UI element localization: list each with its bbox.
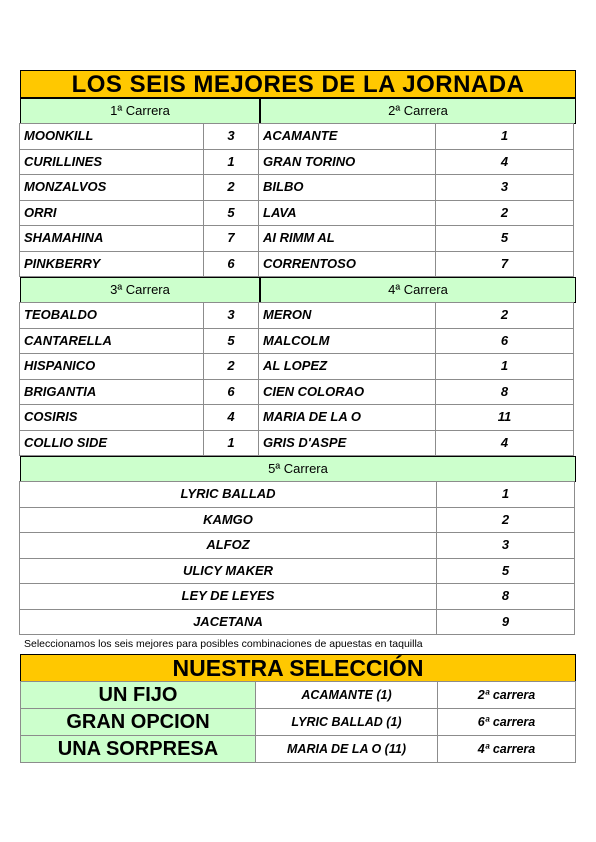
selection-pick: ACAMANTE (1) [255, 681, 438, 709]
horse-number: 2 [435, 302, 574, 329]
horse-name: KAMGO [19, 507, 437, 534]
horse-name: MONZALVOS [19, 174, 204, 201]
table-row [20, 559, 576, 585]
table-row [20, 201, 576, 227]
horse-number: 4 [435, 149, 574, 176]
selection-title: NUESTRA SELECCIÓN [20, 654, 576, 682]
horse-name: JACETANA [19, 609, 437, 636]
horse-number: 3 [203, 302, 259, 329]
table-row [20, 175, 576, 201]
table-row [20, 380, 576, 406]
horse-name: BILBO [258, 174, 436, 201]
horse-number: 3 [203, 123, 259, 150]
horse-number: 11 [435, 404, 574, 431]
selection-pick: LYRIC BALLAD (1) [255, 708, 438, 736]
table-row [20, 252, 576, 278]
horse-name: ULICY MAKER [19, 558, 437, 585]
horse-name: GRAN TORINO [258, 149, 436, 176]
table-row [20, 482, 576, 508]
horse-name: PINKBERRY [19, 251, 204, 278]
table-row [20, 150, 576, 176]
horse-number: 8 [435, 379, 574, 406]
horse-name: MERON [258, 302, 436, 329]
table-row [20, 405, 576, 431]
horse-name: CORRENTOSO [258, 251, 436, 278]
race-header-row [20, 277, 576, 303]
horse-name: AI RIMM AL [258, 225, 436, 252]
selection-label: UNA SORPRESA [20, 735, 256, 763]
horse-number: 9 [436, 609, 575, 636]
horse-name: MARIA DE LA O [258, 404, 436, 431]
horse-number: 6 [435, 328, 574, 355]
horse-name: MALCOLM [258, 328, 436, 355]
race-header: 3ª Carrera [20, 277, 260, 303]
horse-name: ALFOZ [19, 532, 437, 559]
selection-row [20, 709, 576, 736]
footnote: Seleccionamos los seis mejores para posibles combinaciones de apuestas en taquilla [24, 638, 423, 650]
selection-row [20, 736, 576, 763]
horse-name: ACAMANTE [258, 123, 436, 150]
selection-race: 2ª carrera [437, 681, 576, 709]
horse-name: CIEN COLORAO [258, 379, 436, 406]
horse-name: HISPANICO [19, 353, 204, 380]
table-row [20, 124, 576, 150]
horse-name: LYRIC BALLAD [19, 481, 437, 508]
table-row [20, 431, 576, 457]
race-header: 4ª Carrera [260, 277, 576, 303]
table-row [20, 584, 576, 610]
horse-name: ORRI [19, 200, 204, 227]
selection-race: 6ª carrera [437, 708, 576, 736]
horse-number: 7 [435, 251, 574, 278]
horse-number: 1 [203, 430, 259, 457]
horse-number: 2 [203, 174, 259, 201]
horse-number: 1 [435, 123, 574, 150]
table-row [20, 329, 576, 355]
race-header: 2ª Carrera [260, 98, 576, 124]
horse-number: 5 [203, 200, 259, 227]
horse-name: CURILLINES [19, 149, 204, 176]
horse-number: 6 [203, 251, 259, 278]
horse-number: 6 [203, 379, 259, 406]
selection-label: UN FIJO [20, 681, 256, 709]
race-header: 1ª Carrera [20, 98, 260, 124]
selection-race: 4ª carrera [437, 735, 576, 763]
selection-label: GRAN OPCION [20, 708, 256, 736]
race-header-row [20, 456, 576, 482]
horse-number: 3 [435, 174, 574, 201]
page-title: LOS SEIS MEJORES DE LA JORNADA [20, 70, 576, 98]
horse-name: SHAMAHINA [19, 225, 204, 252]
horse-number: 4 [435, 430, 574, 457]
horse-number: 2 [203, 353, 259, 380]
horse-number: 1 [203, 149, 259, 176]
horse-number: 2 [435, 200, 574, 227]
selection-row [20, 682, 576, 709]
horse-number: 5 [203, 328, 259, 355]
horse-number: 7 [203, 225, 259, 252]
horse-name: COLLIO SIDE [19, 430, 204, 457]
horse-number: 1 [436, 481, 575, 508]
table-row [20, 508, 576, 534]
horse-name: LEY DE LEYES [19, 583, 437, 610]
races-table [20, 70, 576, 635]
horse-name: MOONKILL [19, 123, 204, 150]
table-row [20, 610, 576, 636]
race-header: 5ª Carrera [20, 456, 576, 482]
table-row [20, 533, 576, 559]
table-row [20, 354, 576, 380]
selection-pick: MARIA DE LA O (11) [255, 735, 438, 763]
horse-name: CANTARELLA [19, 328, 204, 355]
horse-number: 5 [436, 558, 575, 585]
horse-name: BRIGANTIA [19, 379, 204, 406]
horse-name: TEOBALDO [19, 302, 204, 329]
horse-number: 5 [435, 225, 574, 252]
horse-number: 2 [436, 507, 575, 534]
horse-name: GRIS D'ASPE [258, 430, 436, 457]
selection-table [20, 654, 576, 763]
horse-number: 1 [435, 353, 574, 380]
horse-name: AL LOPEZ [258, 353, 436, 380]
table-row [20, 226, 576, 252]
race-header-row [20, 98, 576, 124]
table-row [20, 303, 576, 329]
horse-name: LAVA [258, 200, 436, 227]
horse-number: 3 [436, 532, 575, 559]
horse-number: 4 [203, 404, 259, 431]
horse-name: COSIRIS [19, 404, 204, 431]
horse-number: 8 [436, 583, 575, 610]
